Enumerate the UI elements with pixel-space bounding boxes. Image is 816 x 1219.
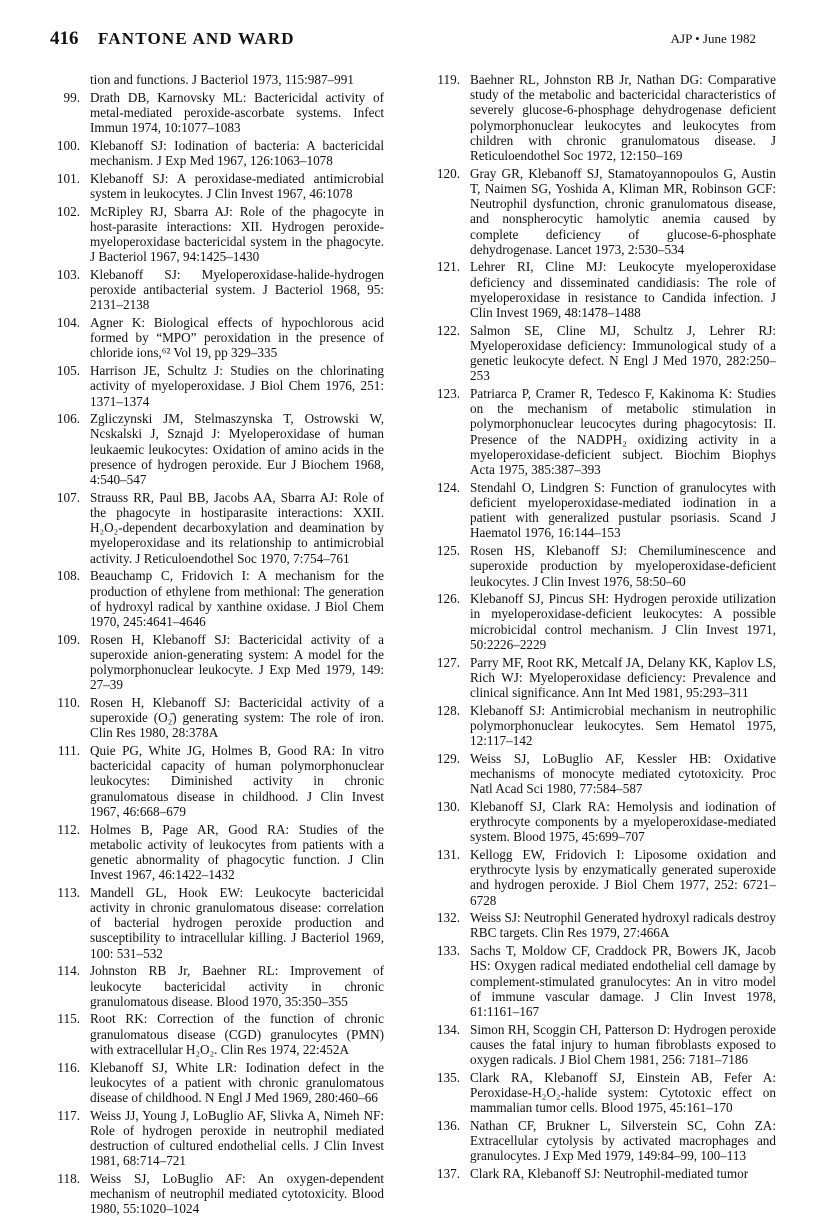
reference-number: 121. (436, 259, 460, 275)
reference-text: Weiss JJ, Young J, LoBuglio AF, Slivka A, Nimeh NF: Role of hydrogen peroxide in neutrophil mediated destruction of cultured endothelial cells. J Clin Invest 1981, 68:714–721 (90, 1107, 384, 1169)
reference-number: 102. (56, 203, 80, 219)
reference-item (426, 751, 776, 797)
references-right-column (426, 72, 776, 1184)
reference-number: 133. (436, 943, 460, 959)
reference-number: 114. (57, 963, 80, 979)
reference-item (46, 490, 384, 566)
reference-number: 136. (436, 1117, 460, 1133)
reference-number: 100. (56, 137, 80, 153)
reference-item (46, 743, 384, 819)
reference-item (46, 363, 384, 409)
reference-number: 118. (57, 1171, 80, 1187)
reference-number: 130. (436, 798, 460, 814)
reference-text: Johnston RB Jr, Baehner RL: Improvement of leukocyte bactericidal activity in chronic granulomatous disease. Blood 1970, 35:350–355 (90, 963, 384, 1009)
reference-number: 117. (57, 1107, 80, 1123)
reference-item (46, 695, 384, 741)
reference-item (46, 885, 384, 961)
reference-text: Holmes B, Page AR, Good RA: Studies of the metabolic activity of leukocytes from patients with a genetic abnormality of phagocytic function. J Clin Invest 1967, 46:1422–1432 (90, 821, 384, 883)
reference-text: Mandell GL, Hook EW: Leukocyte bactericidal activity in chronic granulomatous disease: correlation of bacterial hydrogen peroxide production and susceptibility to intracellular killing. J Bacteriol 1969, 100: 531–532 (90, 884, 384, 961)
reference-item (46, 632, 384, 693)
reference-text: Klebanoff SJ: Iodination of bacteria: A bactericidal mechanism. J Exp Med 1967, 126:1063–1078 (90, 137, 384, 169)
reference-item (46, 568, 384, 629)
reference-item (46, 267, 384, 313)
running-header (50, 18, 756, 58)
reference-text: Agner K: Biological effects of hypochlorous acid formed by “MPO” peroxidation in the presence of chloride ions,⁶² Vol 19, pp 329–335 (90, 315, 384, 361)
reference-text: McRipley RJ, Sbarra AJ: Role of the phagocyte in host-parasite interactions: XII. Hydrogen peroxide-myeloperoxidase bactericidal system in the phagocyte. J Bacteriol 1967, 94:1425–1430 (90, 203, 384, 265)
reference-text: Zgliczynski JM, Stelmaszynska T, Ostrowski W, Ncskalski J, Sznajd J: Myeloperoxidase of human leukaemic leukocytes: Oxidation of amino acids in the presence of hydrogen peroxide. Eur J Biochem 1968, 4:540–547 (90, 411, 384, 488)
reference-number: 123. (436, 386, 460, 402)
reference-item (426, 703, 776, 749)
reference-text: Klebanoff SJ, Clark RA: Hemolysis and iodination of erythrocyte components by a myeloperoxidase-mediated system. Blood 1975, 45:699–707 (470, 798, 776, 845)
reference-text: Clark RA, Klebanoff SJ, Einstein AB, Fefer A: Peroxidase-H₂O₂-halide system: Cytotoxic effect on mammalian tumor cells. Blood 1975, 45:161–170 (470, 1069, 776, 1116)
reference-text: Kellogg EW, Fridovich I: Liposome oxidation and erythrocyte lysis by enzymatically generated superoxide and hydrogen peroxide. J Biol Chem 1977, 252: 6721–6728 (470, 846, 776, 908)
reference-number: 137. (436, 1166, 460, 1182)
reference-number: 109. (56, 631, 80, 647)
reference-item (46, 90, 384, 136)
reference-item (426, 910, 776, 940)
reference-item (426, 386, 776, 477)
reference-text: Stendahl O, Lindgren S: Function of granulocytes with deficient myeloperoxidase-mediated iodination in a patient with generalized pustular psoriasis. Scand J Haematol 1976, 16:144–153 (470, 479, 776, 541)
reference-text: Weiss SJ: Neutrophil Generated hydroxyl radicals destroy RBC targets. Clin Res 1979, 27:466A (470, 910, 776, 941)
reference-number: 128. (436, 702, 460, 718)
reference-number: 110. (57, 694, 80, 710)
reference-number: 104. (56, 315, 80, 331)
reference-text: Harrison JE, Schultz J: Studies on the chlorinating activity of myeloperoxidase. J Biol Chem 1976, 251: 1371–1374 (90, 363, 384, 409)
reference-text: Klebanoff SJ, Pincus SH: Hydrogen peroxide utilization in myeloperoxidase-deficient leukocytes: A possible microbicidal control mechanism. J Clin Invest 1971, 50:2226–2229 (470, 591, 776, 652)
reference-item (426, 323, 776, 384)
reference-text: Rosen H, Klebanoff SJ: Bactericidal activity of a superoxide (O₂̄) generating system: The role of iron. Clin Res 1980, 28:378A (90, 694, 384, 741)
reference-text: Rosen H, Klebanoff SJ: Bactericidal activity of a superoxide anion-generating system: A model for the polymorphonuclear leukocyte. J Exp Med 1979, 149: 27–39 (90, 631, 384, 693)
reference-text: Patriarca P, Cramer R, Tedesco F, Kakinoma K: Studies on the mechanism of metabolic stimulation in polymorphonuclear leucocytes during phagocytosis: II. Presence of the NADPH₂ oxidizing activity in a myeloperoxidase-deficient subject. Biochim Biophys Acta 1975, 385:387–393 (470, 386, 776, 478)
reference-number: 106. (56, 411, 80, 427)
reference-item (426, 480, 776, 541)
reference-item (46, 411, 384, 487)
reference-number: 127. (436, 654, 460, 670)
reference-number: 132. (436, 910, 460, 926)
reference-item (426, 166, 776, 257)
reference-number: 107. (56, 489, 80, 505)
reference-item (46, 171, 384, 201)
reference-text: Weiss SJ, LoBuglio AF: An oxygen-dependent mechanism of neutrophil mediated cytotoxicity. Blood 1980, 55:1020–1024 (90, 1171, 384, 1217)
reference-text: Klebanoff SJ: A peroxidase-mediated antimicrobial system in leukocytes. J Clin Invest 1967, 46:1078 (90, 170, 384, 201)
reference-text: Baehner RL, Johnston RB Jr, Nathan DG: Comparative study of the metabolic and bactericidal characteristics of severely glucose-6-phosphage dehydrogenase deficient polymorphonuclear leukocytes and leukocytes from children with chronic granulomatous disease. J Reticuloendothel Soc 1972, 12:150–169 (470, 72, 776, 164)
reference-item (426, 799, 776, 845)
reference-text: Quie PG, White JG, Holmes B, Good RA: In vitro bactericidal capacity of human polymorphonuclear leukocytes: Diminished activity in chronic granulomatous disease in childhood. J Clin Invest 1967, 46:668–679 (90, 743, 384, 819)
reference-continuation: tion and functions. J Bacteriol 1973, 115:987–991 (90, 72, 354, 87)
reference-item (426, 72, 776, 163)
reference-number: 108. (56, 568, 80, 584)
reference-number: 134. (436, 1021, 460, 1037)
reference-number: 126. (436, 591, 460, 607)
reference-item (46, 822, 384, 883)
reference-number: 131. (436, 846, 460, 862)
reference-text: Rosen HS, Klebanoff SJ: Chemiluminescence and superoxide production by myeloperoxidase-deficient leukocytes. J Clin Invest 1976, 58:50–60 (470, 543, 776, 589)
reference-number: 135. (436, 1069, 460, 1085)
reference-text: Beauchamp C, Fridovich I: A mechanism for the production of ethylene from methional: The generation of hydroxyl radical by xanthine oxidase. J Biol Chem 1970, 245:4641–4646 (90, 568, 384, 629)
reference-item (426, 543, 776, 589)
reference-item (46, 204, 384, 265)
reference-item (426, 259, 776, 320)
reference-number: 119. (437, 72, 460, 87)
reference-item (426, 655, 776, 701)
running-authors: FANTONE AND WARD (98, 29, 295, 48)
reference-number: 99. (63, 89, 80, 105)
reference-number: 105. (56, 363, 80, 379)
reference-number: 111. (57, 743, 80, 759)
reference-number: 122. (436, 322, 460, 338)
reference-item (46, 1011, 384, 1057)
reference-text: Salmon SE, Cline MJ, Schultz J, Lehrer RJ: Myeloperoxidase deficiency: Immunological study of a genetic leukocyte defect. N Engl J Med 1970, 282:250–253 (470, 322, 776, 384)
reference-text: Clark RA, Klebanoff SJ: Neutrophil-mediated tumor (470, 1166, 749, 1182)
reference-item (426, 1166, 776, 1181)
reference-item (46, 1171, 384, 1217)
reference-text: Parry MF, Root RK, Metcalf JA, Delany KK, Kaplov LS, Rich WJ: Myeloperoxidase deficiency: Prevalence and clinical significance. Ann Int Med 1981, 95:293–311 (470, 654, 776, 700)
reference-text: Lehrer RI, Cline MJ: Leukocyte myeloperoxidase deficiency and disseminated candidiasis: The role of myeloperoxidase in resistance to Candida infection. J Clin Invest 1969, 48:1478–1488 (470, 259, 776, 321)
reference-text: Weiss SJ, LoBuglio AF, Kessler HB: Oxidative mechanisms of monocyte mediated cytotoxicity. Proc Natl Acad Sci 1980, 77:584–587 (470, 750, 776, 797)
reference-number: 113. (57, 884, 80, 900)
reference-item (426, 591, 776, 652)
reference-number: 112. (57, 821, 80, 837)
reference-item (46, 1060, 384, 1106)
reference-number: 115. (57, 1011, 80, 1027)
reference-text: Root RK: Correction of the function of chronic granulomatous disease (CGD) granulocytes (PMN) with extracellular H₂O₂. Clin Res 1974, 22:452A (90, 1011, 384, 1057)
reference-text: Gray GR, Klebanoff SJ, Stamatoyannopoulos G, Austin T, Naimen SG, Yoshida A, Kliman MR, Robinson GCF: Neutrophil dysfunction, chronic granulomatous disease, and nonspherocytic hamolytic anemia caused by complete deficiency of glucose-6-phosphate dehydrogenase. Lancet 1973, 2:530–534 (470, 165, 776, 257)
reference-item (426, 943, 776, 1019)
journal-issue: AJP • June 1982 (670, 31, 756, 46)
page-number: 416 (50, 28, 79, 49)
reference-item (426, 1070, 776, 1116)
reference-text: Nathan CF, Brukner L, Silverstein SC, Cohn ZA: Extracellular cytolysis by activated macrophages and granulocytes. J Exp Med 1979, 149:84–99, 100–113 (470, 1117, 776, 1164)
reference-number: 125. (436, 543, 460, 559)
reference-item (46, 138, 384, 168)
reference-item (46, 1108, 384, 1169)
reference-text: Simon RH, Scoggin CH, Patterson D: Hydrogen peroxide causes the fatal injury to human fibroblasts exposed to oxygen radicals. J Biol Chem 1981, 256: 7181–7186 (470, 1021, 776, 1068)
reference-item (426, 1022, 776, 1068)
reference-item (426, 847, 776, 908)
reference-number: 124. (436, 479, 460, 495)
reference-text: Klebanoff SJ: Myeloperoxidase-halide-hydrogen peroxide antibacterial system. J Bacteriol 1968, 95: 2131–2138 (90, 266, 384, 313)
reference-text: Sachs T, Moldow CF, Craddock PR, Bowers JK, Jacob HS: Oxygen radical mediated endothelial cell damage by complement-stimulated granulocytes: An in vitro model of immune vascular damage. J Clin Invest 1978, 61:1161–167 (470, 943, 776, 1019)
reference-text: Strauss RR, Paul BB, Jacobs AA, Sbarra AJ: Role of the phagocyte in hostiparasite interactions: XXII. H₂O₂-dependent decarboxylation and deamination by myeloperoxidase and its relationship to antimicrobial activity. J Reticuloendothel Soc 1970, 7:754–761 (90, 489, 384, 566)
reference-item (46, 315, 384, 361)
reference-text: Klebanoff SJ: Antimicrobial mechanism in neutrophilic polymorphonuclear leukocytes. Sem Hematol 1975, 12:117–142 (470, 702, 776, 749)
reference-text: Klebanoff SJ, White LR: Iodination defect in the leukocytes of a patient with chronic granulomatous disease of childhood. N Engl J Med 1969, 280:460–66 (90, 1059, 384, 1105)
reference-number: 120. (436, 165, 460, 181)
reference-number: 101. (56, 170, 80, 186)
reference-number: 129. (436, 750, 460, 766)
references-left-column (46, 72, 384, 1219)
reference-item (46, 963, 384, 1009)
reference-number: 103. (56, 266, 80, 282)
reference-number: 116. (57, 1059, 80, 1075)
reference-item (426, 1118, 776, 1164)
reference-text: Drath DB, Karnovsky ML: Bactericidal activity of metal-mediated peroxide-ascorbate systems. Infect Immun 1974, 10:1077–1083 (90, 89, 384, 136)
